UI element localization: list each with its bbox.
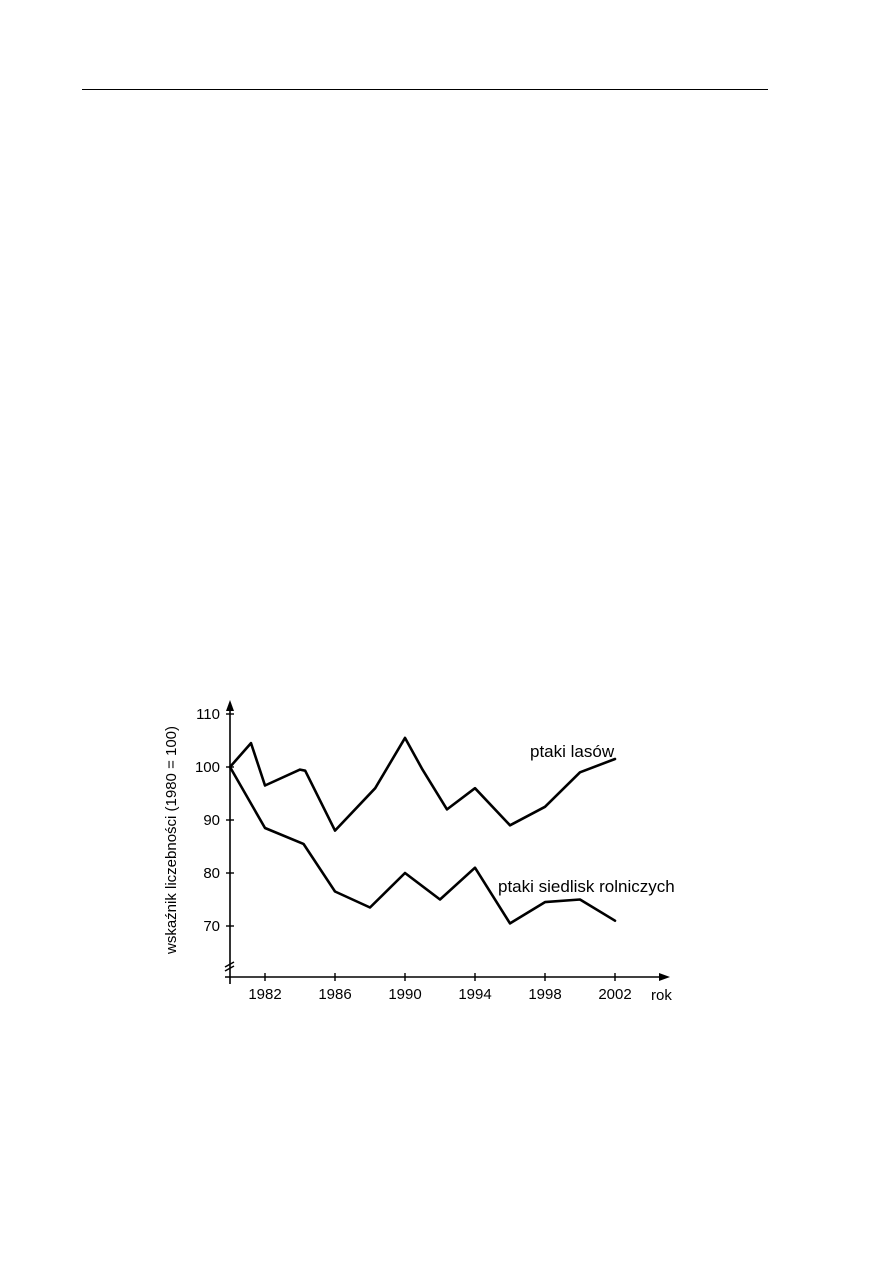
y-ticks — [195, 706, 234, 935]
y-axis-arrow — [226, 700, 234, 711]
y-tick-label: 100 — [194, 759, 220, 776]
x-tick-label: 1982 — [248, 986, 282, 1003]
y-tick-label: 90 — [203, 812, 220, 829]
series-label-forest-birds: ptaki lasów — [530, 742, 615, 761]
y-tick-label: 80 — [203, 865, 220, 882]
x-tick-label: 1994 — [458, 986, 492, 1003]
y-tick-label: 110 — [196, 706, 220, 723]
x-axis-title: rok — [651, 987, 672, 1004]
y-axis-title: wskaźnik liczebności (1980 = 100) — [163, 725, 180, 955]
x-tick-label: 2002 — [598, 986, 632, 1003]
x-tick-label: 1986 — [318, 986, 352, 1003]
x-tick-label: 1998 — [528, 986, 562, 1003]
x-tick-label: 1990 — [388, 986, 422, 1003]
series-label-farmland-birds: ptaki siedlisk rolniczych — [498, 877, 675, 896]
series-line-farmland-birds — [230, 767, 615, 923]
y-tick-label: 70 — [203, 918, 220, 935]
x-axis-arrow — [659, 973, 670, 981]
